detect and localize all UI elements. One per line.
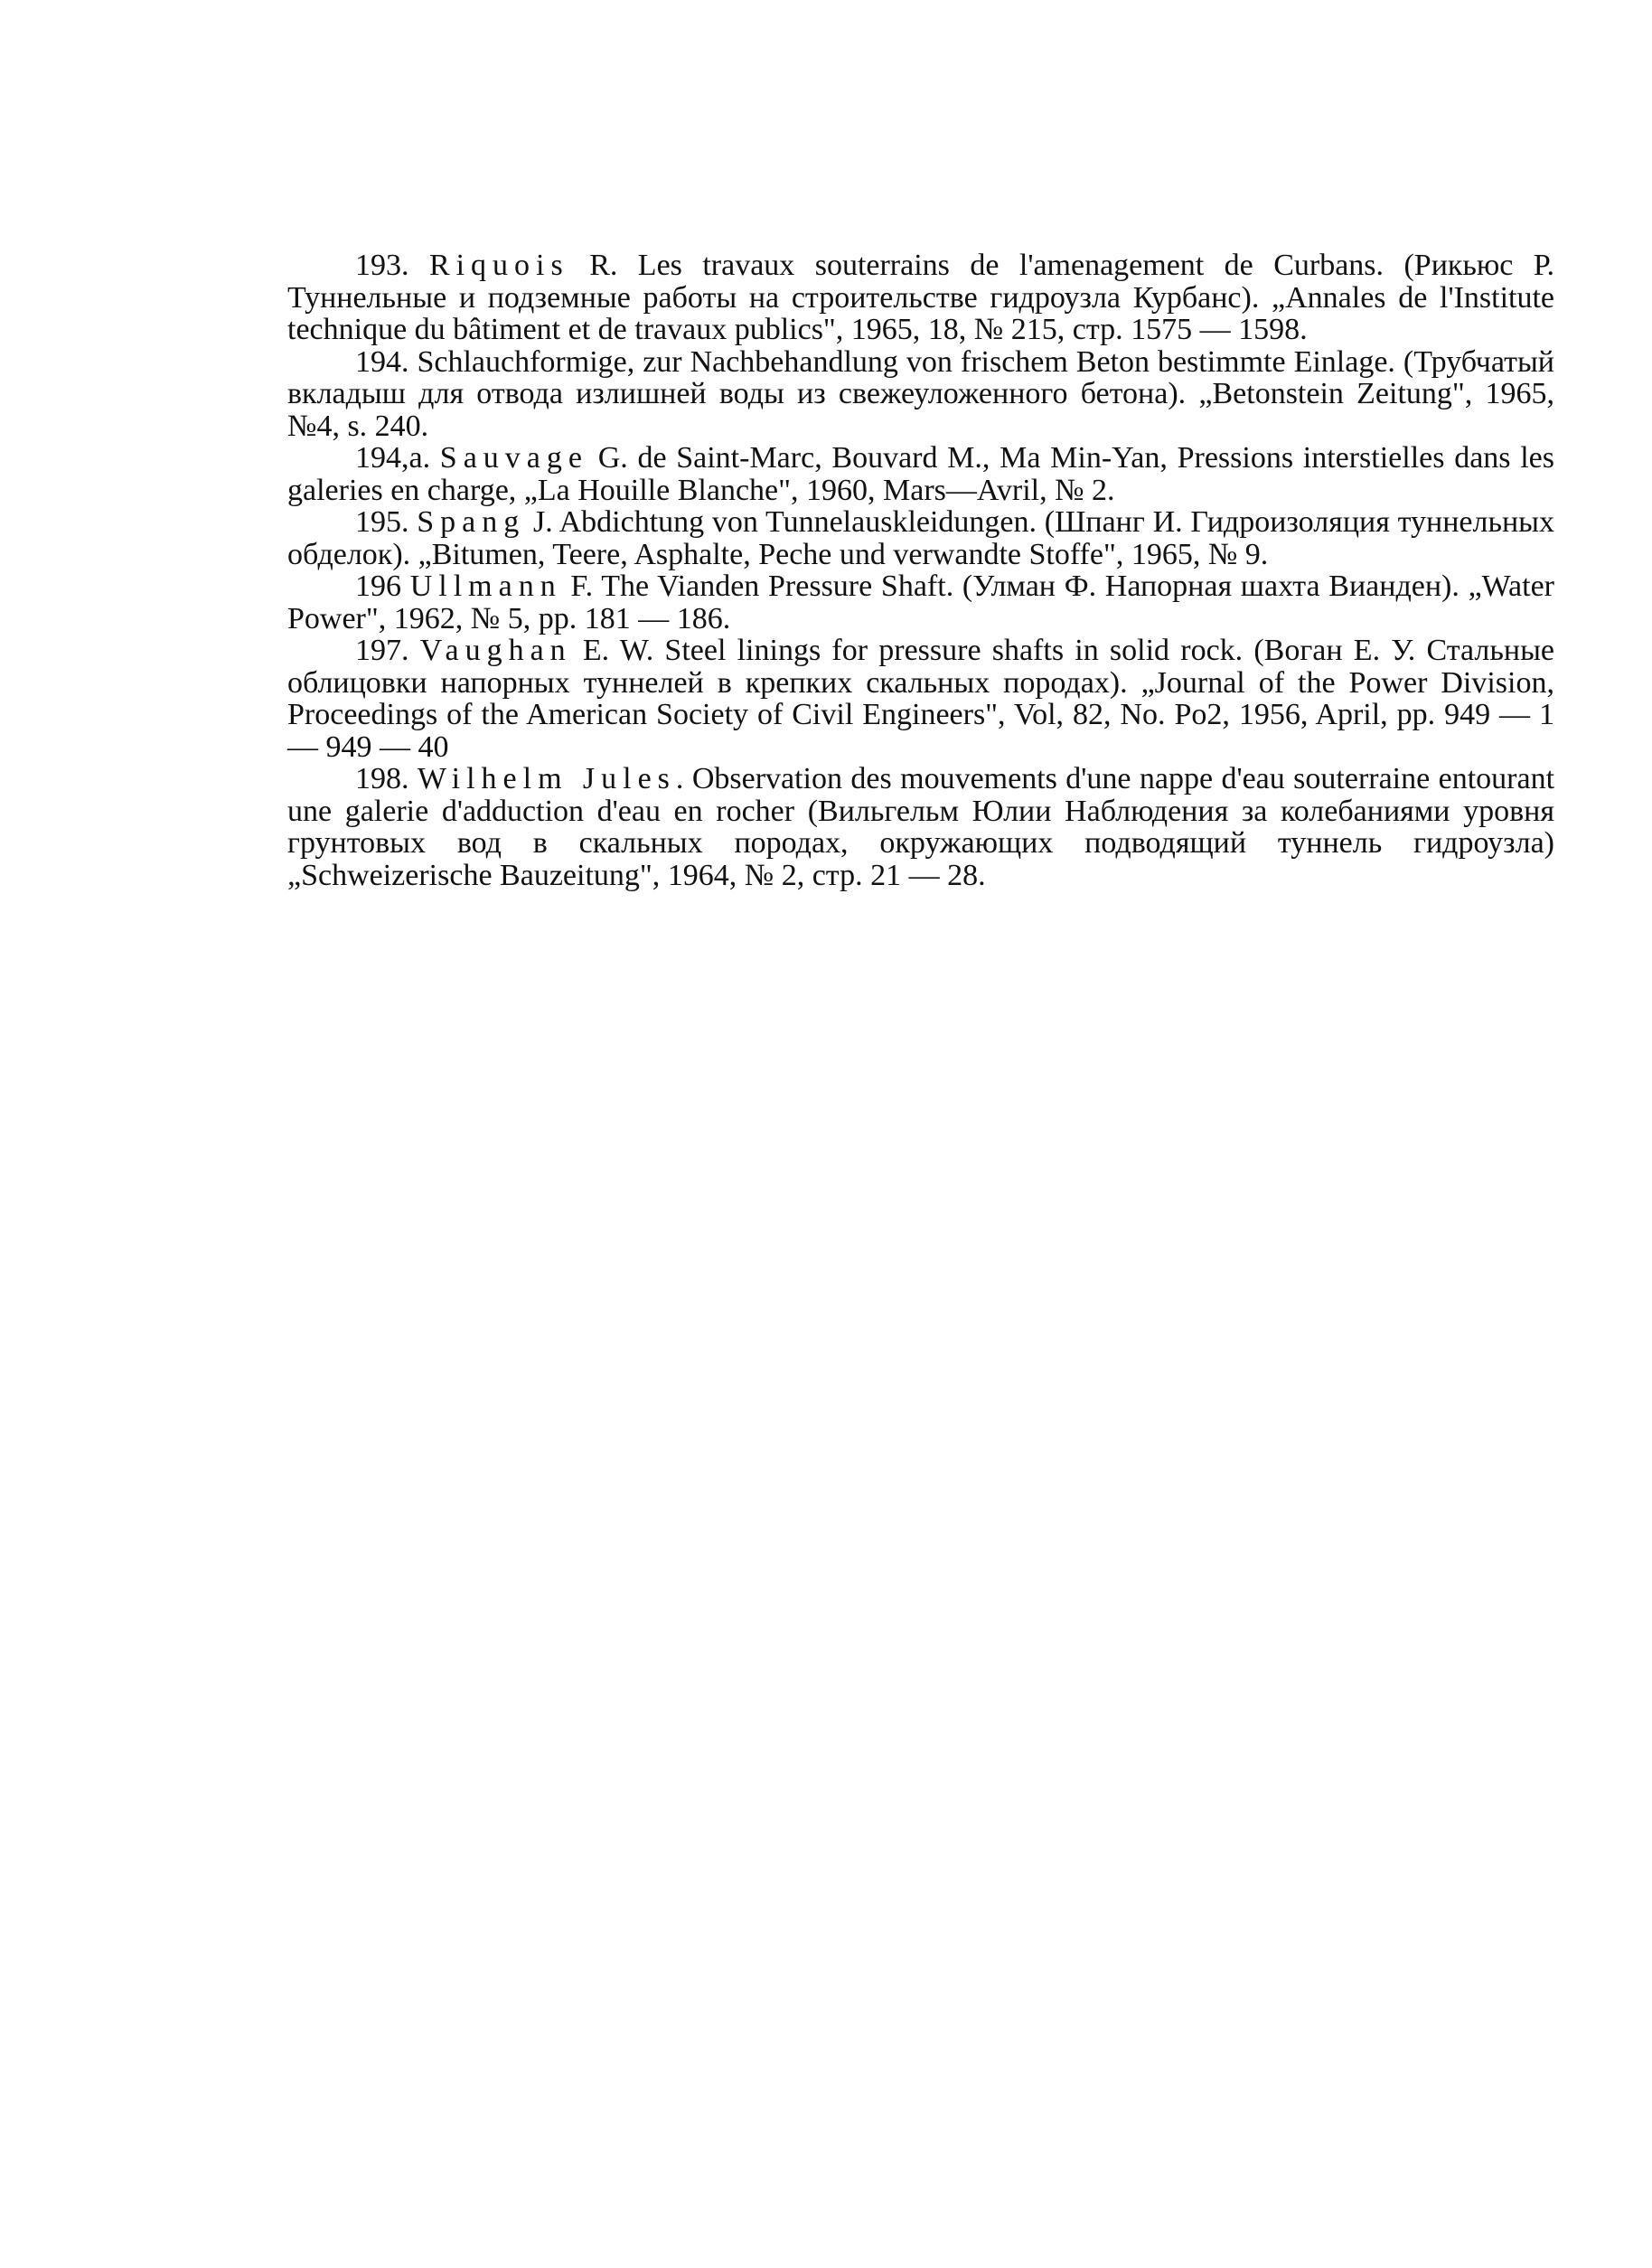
reference-item [287, 635, 1554, 763]
reference-item [287, 506, 1554, 570]
reference-author: Spang [417, 505, 526, 539]
reference-number: 193. [355, 249, 409, 282]
reference-text: G. de Saint-Marc, Bouvard M., Ma Min-Yan, Pressions interstielles dans les galeries en charge, „La Houille Blanche", 1960, Mars—Avril, № 2. [287, 441, 1554, 507]
reference-item [287, 763, 1554, 891]
reference-item [287, 346, 1554, 443]
reference-item [287, 570, 1554, 635]
reference-number: 196 [355, 569, 401, 603]
reference-number: 197. [355, 634, 409, 667]
reference-text: Schlauchformige, zur Nachbehandlung von frischem Beton bestimmte Einlage. (Трубчатый вкладыш для отвода излишней воды из свежеуложенного бетона). „Betonstein Zeitung", 1965, №4, s. 240. [287, 344, 1555, 443]
reference-text: F. The Vianden Pressure Shaft. (Улман Ф. Напорная шахта Вианден). „Water Power", 1962, № 5, pp. 181 — 186. [287, 569, 1554, 635]
reference-item [287, 442, 1554, 506]
reference-text: R. Les travaux souterrains de l'amenagement de Curbans. (Рикьюс Р. Туннельные и подземные работы на строительстве гидроузла Курбанс). „Annales de l'Institute technique du bâtiment et de travaux publics", 1965, 18, № 215, стр. 1575 — 1598. [287, 249, 1554, 346]
reference-item [287, 249, 1554, 346]
reference-author: Ullmann [409, 569, 562, 603]
reference-text: J. Abdichtung von Tunnelauskleidungen. (Шпанг И. Гидроизоляция туннельных обделок). „Bitumen, Teere, Asphalte, Peche und verwandte Stoffe", 1965, № 9. [287, 505, 1554, 571]
reference-author: Sauvage [439, 441, 588, 475]
reference-number: 195. [355, 505, 409, 539]
reference-number: 194. [355, 344, 409, 379]
reference-number: 198. [355, 762, 409, 795]
reference-text: E. W. Steel linings for pressure shafts in solid rock. (Воган Е. У. Стальные облицовки напорных туннелей в крепких скальных породах). „Journal of the Power Division, Proceedings of the American Society of Civil Engineers", Vol, 82, No. Po2, 1956, April, pp. 949 — 1 — 949 — 40 [287, 634, 1554, 764]
reference-number: 194,a. [355, 441, 431, 475]
reference-author: Wilhelm Jules [417, 762, 676, 795]
reference-author: Riquois [428, 249, 569, 282]
reference-author: Vaughan [419, 634, 572, 667]
reference-list [287, 249, 1554, 891]
reference-text: . Observation des mouvements d'une nappe d'eau souterraine entourant une galerie d'adduction d'eau en rocher (Вильгельм Юлии Наблюдения за колебаниями уровня грунтовых вод в скальных породах, окружающих подводящий туннель гидроузла) „Schweizerische Bauzeitung", 1964, № 2, стр. 21 — 28. [287, 762, 1555, 892]
